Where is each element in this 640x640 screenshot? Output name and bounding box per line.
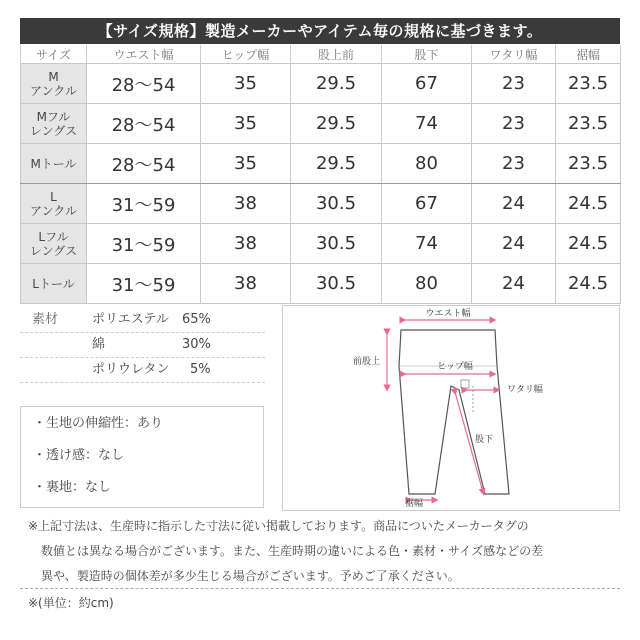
size-label <box>21 64 87 104</box>
size-label-line: L <box>50 189 57 204</box>
table-cell: 23.5 <box>556 104 621 144</box>
size-label-line: Mトール <box>30 156 77 171</box>
table-cell: 30.5 <box>291 184 382 224</box>
header-front-rise: 股上前 <box>291 45 382 64</box>
size-label <box>21 264 87 304</box>
table-header-row <box>21 45 621 64</box>
size-table <box>20 45 621 304</box>
feature-stretch: ・生地の伸縮性：あり <box>33 416 164 431</box>
header-inseam: 股下 <box>382 45 472 64</box>
size-spec-banner: 【サイズ規格】製造メーカーやアイテム毎の規格に基づきます。 <box>20 18 620 44</box>
material-percent: 30% <box>182 337 211 352</box>
note-line: ※上記寸法は、生産時に指示した寸法に従い掲載しております。商品についたメーカータグの <box>28 519 529 533</box>
table-row <box>21 224 621 264</box>
table-cell: 23 <box>472 104 556 144</box>
material-percent: 5% <box>190 362 211 377</box>
size-label-line: Lフル <box>38 229 69 244</box>
divider <box>20 588 620 589</box>
table-cell: 38 <box>201 224 291 264</box>
table-cell: 35 <box>201 144 291 184</box>
size-label-line: アンクル <box>30 203 77 218</box>
table-row <box>21 144 621 184</box>
table-cell: 23 <box>472 64 556 104</box>
notes <box>28 514 620 589</box>
table-cell: 24.5 <box>556 264 621 304</box>
material-row <box>20 333 265 358</box>
size-label <box>21 104 87 144</box>
table-cell: 67 <box>382 64 472 104</box>
feature-lining: ・裏地：なし <box>33 480 112 495</box>
table-cell: 31〜59 <box>87 264 201 304</box>
table-cell: 31〜59 <box>87 224 201 264</box>
size-label-line: レングス <box>29 123 78 138</box>
table-cell: 28〜54 <box>87 104 201 144</box>
table-cell: 24 <box>472 184 556 224</box>
inseam-label: 股下 <box>475 435 494 445</box>
size-label-line: レングス <box>29 243 78 258</box>
size-label-line: アンクル <box>30 83 77 98</box>
table-cell: 30.5 <box>291 264 382 304</box>
header-hip: ヒップ幅 <box>201 45 291 64</box>
table-row <box>21 264 621 304</box>
waist-label: ウエスト幅 <box>425 309 471 319</box>
table-cell: 74 <box>382 224 472 264</box>
table-cell: 23.5 <box>556 144 621 184</box>
size-label-line: M <box>48 69 59 84</box>
hip-label: ヒップ幅 <box>437 362 473 372</box>
table-cell: 35 <box>201 64 291 104</box>
rise-label: 前股上 <box>353 357 381 367</box>
table-row <box>21 184 621 224</box>
note-line: 異や、製造時の個体差が多少生じる場合がございます。予めご了承ください。 <box>41 569 460 583</box>
hem-label: 裾幅 <box>405 499 424 509</box>
size-label-line: Mフル <box>36 109 71 124</box>
material-row <box>20 308 265 333</box>
table-cell: 29.5 <box>291 64 382 104</box>
unit-note: ※(単位：約cm) <box>28 596 114 610</box>
table-row <box>21 64 621 104</box>
table-cell: 30.5 <box>291 224 382 264</box>
material-name: ポリエステル <box>92 312 169 327</box>
size-label <box>21 224 87 264</box>
table-cell: 28〜54 <box>87 144 201 184</box>
material-label: 素材 <box>32 312 59 327</box>
size-label <box>21 184 87 224</box>
material-section <box>20 308 265 383</box>
pants-outline <box>399 330 509 494</box>
material-row <box>20 358 265 383</box>
header-size: サイズ <box>21 45 87 64</box>
table-cell: 29.5 <box>291 144 382 184</box>
measurement-diagram <box>282 305 620 511</box>
table-cell: 28〜54 <box>87 64 201 104</box>
size-label-line: Lトール <box>32 276 75 291</box>
pants-illustration <box>283 306 619 510</box>
size-label <box>21 144 87 184</box>
header-hem: 裾幅 <box>556 45 621 64</box>
table-row <box>21 104 621 144</box>
header-thigh: ワタリ幅 <box>472 45 556 64</box>
table-cell: 67 <box>382 184 472 224</box>
thigh-label: ワタリ幅 <box>507 385 543 395</box>
table-cell: 24 <box>472 264 556 304</box>
feature-sheer: ・透け感：なし <box>33 448 125 463</box>
table-cell: 23.5 <box>556 64 621 104</box>
table-cell: 38 <box>201 184 291 224</box>
table-cell: 24 <box>472 224 556 264</box>
table-cell: 80 <box>382 144 472 184</box>
material-name: 綿 <box>92 337 106 352</box>
table-cell: 35 <box>201 104 291 144</box>
table-cell: 74 <box>382 104 472 144</box>
table-cell: 24.5 <box>556 224 621 264</box>
note-line: 数値とは異なる場合がございます。また、生産時期の違いによる色・素材・サイズ感などの差 <box>41 544 544 558</box>
material-percent: 65% <box>182 312 211 327</box>
table-cell: 29.5 <box>291 104 382 144</box>
table-cell: 24.5 <box>556 184 621 224</box>
features-box <box>20 406 264 508</box>
material-name: ポリウレタン <box>92 362 170 377</box>
header-waist: ウエスト幅 <box>87 45 201 64</box>
table-cell: 80 <box>382 264 472 304</box>
table-cell: 23 <box>472 144 556 184</box>
table-cell: 38 <box>201 264 291 304</box>
table-cell: 31〜59 <box>87 184 201 224</box>
